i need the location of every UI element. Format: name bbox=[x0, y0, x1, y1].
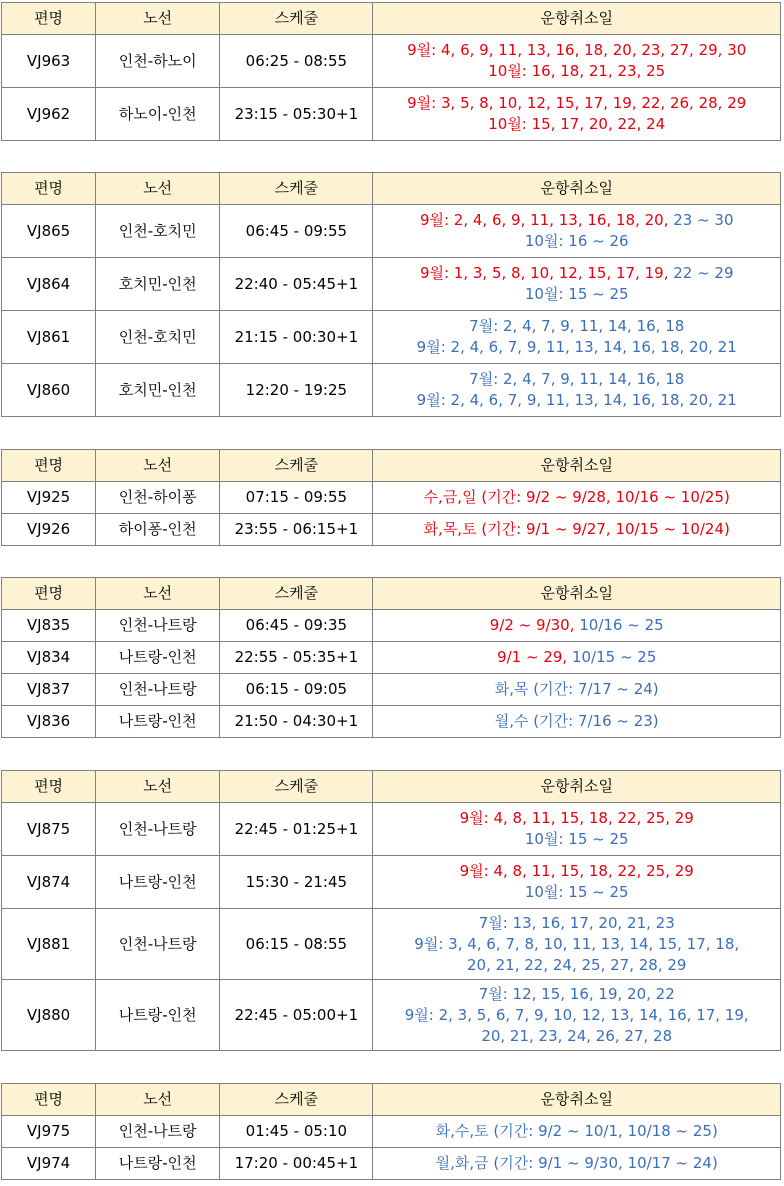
route: 인천-호치민 bbox=[96, 205, 220, 258]
flight-number: VJ975 bbox=[2, 1116, 96, 1148]
flight-row bbox=[2, 803, 781, 856]
header-route: 노선 bbox=[96, 578, 220, 610]
flight-row bbox=[2, 610, 781, 642]
cancellation-line bbox=[373, 369, 780, 390]
date-segment: 20, 21, 23, 24, 26, 27, 28 bbox=[481, 1026, 673, 1045]
flight-row bbox=[2, 364, 781, 417]
date-segment: 10월: 15 ~ 25 bbox=[524, 883, 629, 901]
cancellation-line bbox=[373, 1153, 780, 1174]
route: 나트랑-인천 bbox=[96, 706, 220, 738]
flight-number: VJ861 bbox=[2, 311, 96, 364]
schedule-time: 21:50 - 04:30+1 bbox=[220, 706, 373, 738]
cancellation-dates bbox=[373, 35, 781, 88]
route: 인천-호치민 bbox=[96, 311, 220, 364]
date-segment: 9월: 3, 5, 8, 10, 12, 15, 17, 19, 22, 26, 28, 29 bbox=[407, 94, 747, 112]
cancellation-line bbox=[373, 519, 780, 540]
date-segment: 10월: 16, 18, 21, 23, 25 bbox=[488, 62, 666, 80]
date-segment: 9월: 2, 4, 6, 9, 11, 13, 16, 18, 20, bbox=[419, 211, 674, 229]
cancellation-line bbox=[373, 40, 780, 61]
header-route: 노선 bbox=[96, 3, 220, 35]
cancellation-line bbox=[373, 61, 780, 82]
date-segment: 10월: 16 ~ 26 bbox=[524, 232, 629, 250]
flight-row bbox=[2, 258, 781, 311]
cancellation-dates bbox=[373, 642, 781, 674]
flight-number: VJ962 bbox=[2, 88, 96, 141]
cancellation-line bbox=[373, 210, 780, 231]
header-flight: 편명 bbox=[2, 771, 96, 803]
flight-row bbox=[2, 311, 781, 364]
cancellation-line bbox=[373, 390, 780, 411]
route: 나트랑-인천 bbox=[96, 980, 220, 1051]
flight-row bbox=[2, 706, 781, 738]
header-schedule: 스케줄 bbox=[220, 1084, 373, 1116]
schedule-time: 15:30 - 21:45 bbox=[220, 856, 373, 909]
route: 인천-나트랑 bbox=[96, 803, 220, 856]
date-segment: 9월: 1, 3, 5, 8, 10, 12, 15, 17, 19, bbox=[419, 264, 674, 282]
flight-number: VJ974 bbox=[2, 1148, 96, 1180]
cancellation-line bbox=[373, 679, 780, 700]
route: 인천-나트랑 bbox=[96, 909, 220, 980]
cancellation-line bbox=[373, 615, 780, 636]
cancellation-dates bbox=[373, 610, 781, 642]
date-segment: 7월: 2, 4, 7, 9, 11, 14, 16, 18 bbox=[469, 370, 685, 388]
cancellation-line bbox=[373, 231, 780, 252]
flight-number: VJ860 bbox=[2, 364, 96, 417]
schedule-time: 06:45 - 09:55 bbox=[220, 205, 373, 258]
header-schedule: 스케줄 bbox=[220, 771, 373, 803]
flight-number: VJ881 bbox=[2, 909, 96, 980]
flight-number: VJ875 bbox=[2, 803, 96, 856]
flight-row bbox=[2, 1116, 781, 1148]
cancellation-dates bbox=[373, 803, 781, 856]
header-flight: 편명 bbox=[2, 450, 96, 482]
header-cancel-dates: 운항취소일 bbox=[373, 1084, 781, 1116]
cancellation-dates bbox=[373, 856, 781, 909]
flight-row bbox=[2, 88, 781, 141]
cancellation-line bbox=[373, 93, 780, 114]
flight-row bbox=[2, 205, 781, 258]
flight-number: VJ926 bbox=[2, 514, 96, 546]
date-segment: 22 ~ 29 bbox=[673, 264, 734, 282]
schedule-table bbox=[1, 770, 781, 1051]
header-cancel-dates: 운항취소일 bbox=[373, 3, 781, 35]
cancellation-line bbox=[373, 913, 780, 934]
date-segment: 7월: 12, 15, 16, 19, 20, 22 bbox=[478, 984, 675, 1003]
date-segment: 월,수 (기간: 7/16 ~ 23) bbox=[494, 712, 659, 730]
flight-row bbox=[2, 642, 781, 674]
cancellation-dates bbox=[373, 674, 781, 706]
header-flight: 편명 bbox=[2, 1084, 96, 1116]
route: 나트랑-인천 bbox=[96, 1148, 220, 1180]
cancellation-line bbox=[373, 829, 780, 850]
schedule-table bbox=[1, 449, 781, 546]
flight-row bbox=[2, 35, 781, 88]
schedule-time: 22:45 - 05:00+1 bbox=[220, 980, 373, 1051]
flight-number: VJ837 bbox=[2, 674, 96, 706]
date-segment: 월,화,금 (기간: 9/1 ~ 9/30, 10/17 ~ 24) bbox=[435, 1154, 718, 1172]
header-row bbox=[2, 771, 781, 803]
schedule-table bbox=[1, 1083, 781, 1180]
flight-number: VJ874 bbox=[2, 856, 96, 909]
schedule-time: 06:15 - 08:55 bbox=[220, 909, 373, 980]
schedule-table bbox=[1, 2, 781, 141]
header-route: 노선 bbox=[96, 450, 220, 482]
flight-number: VJ925 bbox=[2, 482, 96, 514]
flight-row bbox=[2, 909, 781, 980]
route: 나트랑-인천 bbox=[96, 642, 220, 674]
date-segment: 10월: 15, 17, 20, 22, 24 bbox=[488, 115, 666, 133]
schedule-time: 12:20 - 19:25 bbox=[220, 364, 373, 417]
schedule-table bbox=[1, 577, 781, 738]
cancellation-line bbox=[373, 487, 780, 508]
date-segment: 9/2 ~ 9/30, bbox=[489, 616, 580, 634]
date-segment: 화,수,토 (기간: 9/2 ~ 10/1, 10/18 ~ 25) bbox=[435, 1122, 718, 1140]
cancellation-dates bbox=[373, 88, 781, 141]
flight-number: VJ834 bbox=[2, 642, 96, 674]
cancellation-line bbox=[373, 316, 780, 337]
flight-row bbox=[2, 1148, 781, 1180]
cancellation-line bbox=[373, 337, 780, 358]
route: 인천-나트랑 bbox=[96, 610, 220, 642]
cancellation-dates bbox=[373, 1116, 781, 1148]
route: 호치민-인천 bbox=[96, 258, 220, 311]
header-schedule: 스케줄 bbox=[220, 173, 373, 205]
schedule-table bbox=[1, 172, 781, 417]
schedule-time: 23:15 - 05:30+1 bbox=[220, 88, 373, 141]
cancellation-line bbox=[373, 808, 780, 829]
cancellation-line bbox=[373, 647, 780, 668]
cancellation-dates bbox=[373, 205, 781, 258]
flight-row bbox=[2, 856, 781, 909]
date-segment: 9월: 2, 3, 5, 6, 7, 9, 10, 12, 13, 14, 16, 17, 19, bbox=[404, 1005, 749, 1024]
cancellation-line bbox=[373, 284, 780, 305]
date-segment: 9월: 2, 4, 6, 7, 9, 11, 13, 14, 16, 18, 20, 21 bbox=[416, 391, 737, 409]
date-segment: 10월: 15 ~ 25 bbox=[524, 285, 629, 303]
header-route: 노선 bbox=[96, 1084, 220, 1116]
cancellation-dates bbox=[373, 706, 781, 738]
route: 나트랑-인천 bbox=[96, 856, 220, 909]
flight-number: VJ865 bbox=[2, 205, 96, 258]
header-cancel-dates: 운항취소일 bbox=[373, 173, 781, 205]
flight-row bbox=[2, 980, 781, 1051]
cancellation-line bbox=[373, 1005, 780, 1026]
cancellation-dates bbox=[373, 364, 781, 417]
cancellation-line bbox=[373, 1026, 780, 1047]
header-schedule: 스케줄 bbox=[220, 3, 373, 35]
route: 인천-나트랑 bbox=[96, 674, 220, 706]
schedule-time: 22:55 - 05:35+1 bbox=[220, 642, 373, 674]
header-cancel-dates: 운항취소일 bbox=[373, 771, 781, 803]
date-segment: 화,목 (기간: 7/17 ~ 24) bbox=[494, 680, 659, 698]
route: 인천-하이퐁 bbox=[96, 482, 220, 514]
header-row bbox=[2, 3, 781, 35]
date-segment: 9월: 4, 6, 9, 11, 13, 16, 18, 20, 23, 27, 29, 30 bbox=[407, 41, 747, 59]
header-schedule: 스케줄 bbox=[220, 578, 373, 610]
cancellation-line bbox=[373, 955, 780, 976]
flight-number: VJ963 bbox=[2, 35, 96, 88]
date-segment: 10/15 ~ 25 bbox=[571, 648, 657, 666]
header-route: 노선 bbox=[96, 771, 220, 803]
schedule-time: 06:15 - 09:05 bbox=[220, 674, 373, 706]
cancellation-line bbox=[373, 882, 780, 903]
flight-row bbox=[2, 674, 781, 706]
date-segment: 9/1 ~ 29, bbox=[497, 648, 572, 666]
date-segment: 20, 21, 22, 24, 25, 27, 28, 29 bbox=[467, 955, 687, 974]
route: 인천-나트랑 bbox=[96, 1116, 220, 1148]
cancellation-line bbox=[373, 934, 780, 955]
date-segment: 10/16 ~ 25 bbox=[579, 616, 664, 634]
cancellation-line bbox=[373, 984, 780, 1005]
route: 하이퐁-인천 bbox=[96, 514, 220, 546]
date-segment: 9월: 4, 8, 11, 15, 18, 22, 25, 29 bbox=[459, 862, 694, 880]
schedule-time: 23:55 - 06:15+1 bbox=[220, 514, 373, 546]
route: 호치민-인천 bbox=[96, 364, 220, 417]
cancellation-dates bbox=[373, 514, 781, 546]
header-row bbox=[2, 578, 781, 610]
cancellation-dates bbox=[373, 909, 781, 980]
schedule-time: 17:20 - 00:45+1 bbox=[220, 1148, 373, 1180]
date-segment: 수,금,일 (기간: 9/2 ~ 9/28, 10/16 ~ 10/25) bbox=[423, 488, 730, 506]
schedule-time: 01:45 - 05:10 bbox=[220, 1116, 373, 1148]
date-segment: 7월: 13, 16, 17, 20, 21, 23 bbox=[478, 913, 675, 932]
cancellation-line bbox=[373, 711, 780, 732]
cancellation-dates bbox=[373, 980, 781, 1051]
flight-number: VJ864 bbox=[2, 258, 96, 311]
schedule-time: 06:45 - 09:35 bbox=[220, 610, 373, 642]
header-schedule: 스케줄 bbox=[220, 450, 373, 482]
schedule-time: 22:45 - 01:25+1 bbox=[220, 803, 373, 856]
schedule-time: 06:25 - 08:55 bbox=[220, 35, 373, 88]
flight-row bbox=[2, 514, 781, 546]
header-flight: 편명 bbox=[2, 578, 96, 610]
date-segment: 10월: 15 ~ 25 bbox=[524, 830, 629, 848]
route: 하노이-인천 bbox=[96, 88, 220, 141]
flight-number: VJ880 bbox=[2, 980, 96, 1051]
flight-row bbox=[2, 482, 781, 514]
date-segment: 7월: 2, 4, 7, 9, 11, 14, 16, 18 bbox=[469, 317, 685, 335]
header-row bbox=[2, 450, 781, 482]
header-cancel-dates: 운항취소일 bbox=[373, 578, 781, 610]
header-route: 노선 bbox=[96, 173, 220, 205]
header-flight: 편명 bbox=[2, 173, 96, 205]
cancellation-dates bbox=[373, 258, 781, 311]
cancellation-line bbox=[373, 861, 780, 882]
date-segment: 23 ~ 30 bbox=[673, 211, 734, 229]
header-flight: 편명 bbox=[2, 3, 96, 35]
date-segment: 9월: 4, 8, 11, 15, 18, 22, 25, 29 bbox=[459, 809, 694, 827]
header-row bbox=[2, 173, 781, 205]
flight-number: VJ836 bbox=[2, 706, 96, 738]
date-segment: 9월: 2, 4, 6, 7, 9, 11, 13, 14, 16, 18, 20, 21 bbox=[416, 338, 737, 356]
cancellation-line bbox=[373, 263, 780, 284]
schedule-time: 22:40 - 05:45+1 bbox=[220, 258, 373, 311]
route: 인천-하노이 bbox=[96, 35, 220, 88]
cancellation-line bbox=[373, 114, 780, 135]
cancellation-dates bbox=[373, 482, 781, 514]
schedule-time: 21:15 - 00:30+1 bbox=[220, 311, 373, 364]
cancellation-dates bbox=[373, 1148, 781, 1180]
cancellation-dates bbox=[373, 311, 781, 364]
flight-number: VJ835 bbox=[2, 610, 96, 642]
date-segment: 화,목,토 (기간: 9/1 ~ 9/27, 10/15 ~ 10/24) bbox=[423, 520, 730, 538]
header-cancel-dates: 운항취소일 bbox=[373, 450, 781, 482]
header-row bbox=[2, 1084, 781, 1116]
cancellation-line bbox=[373, 1121, 780, 1142]
date-segment: 9월: 3, 4, 6, 7, 8, 10, 11, 13, 14, 15, 17, 18, bbox=[414, 934, 740, 953]
schedule-time: 07:15 - 09:55 bbox=[220, 482, 373, 514]
